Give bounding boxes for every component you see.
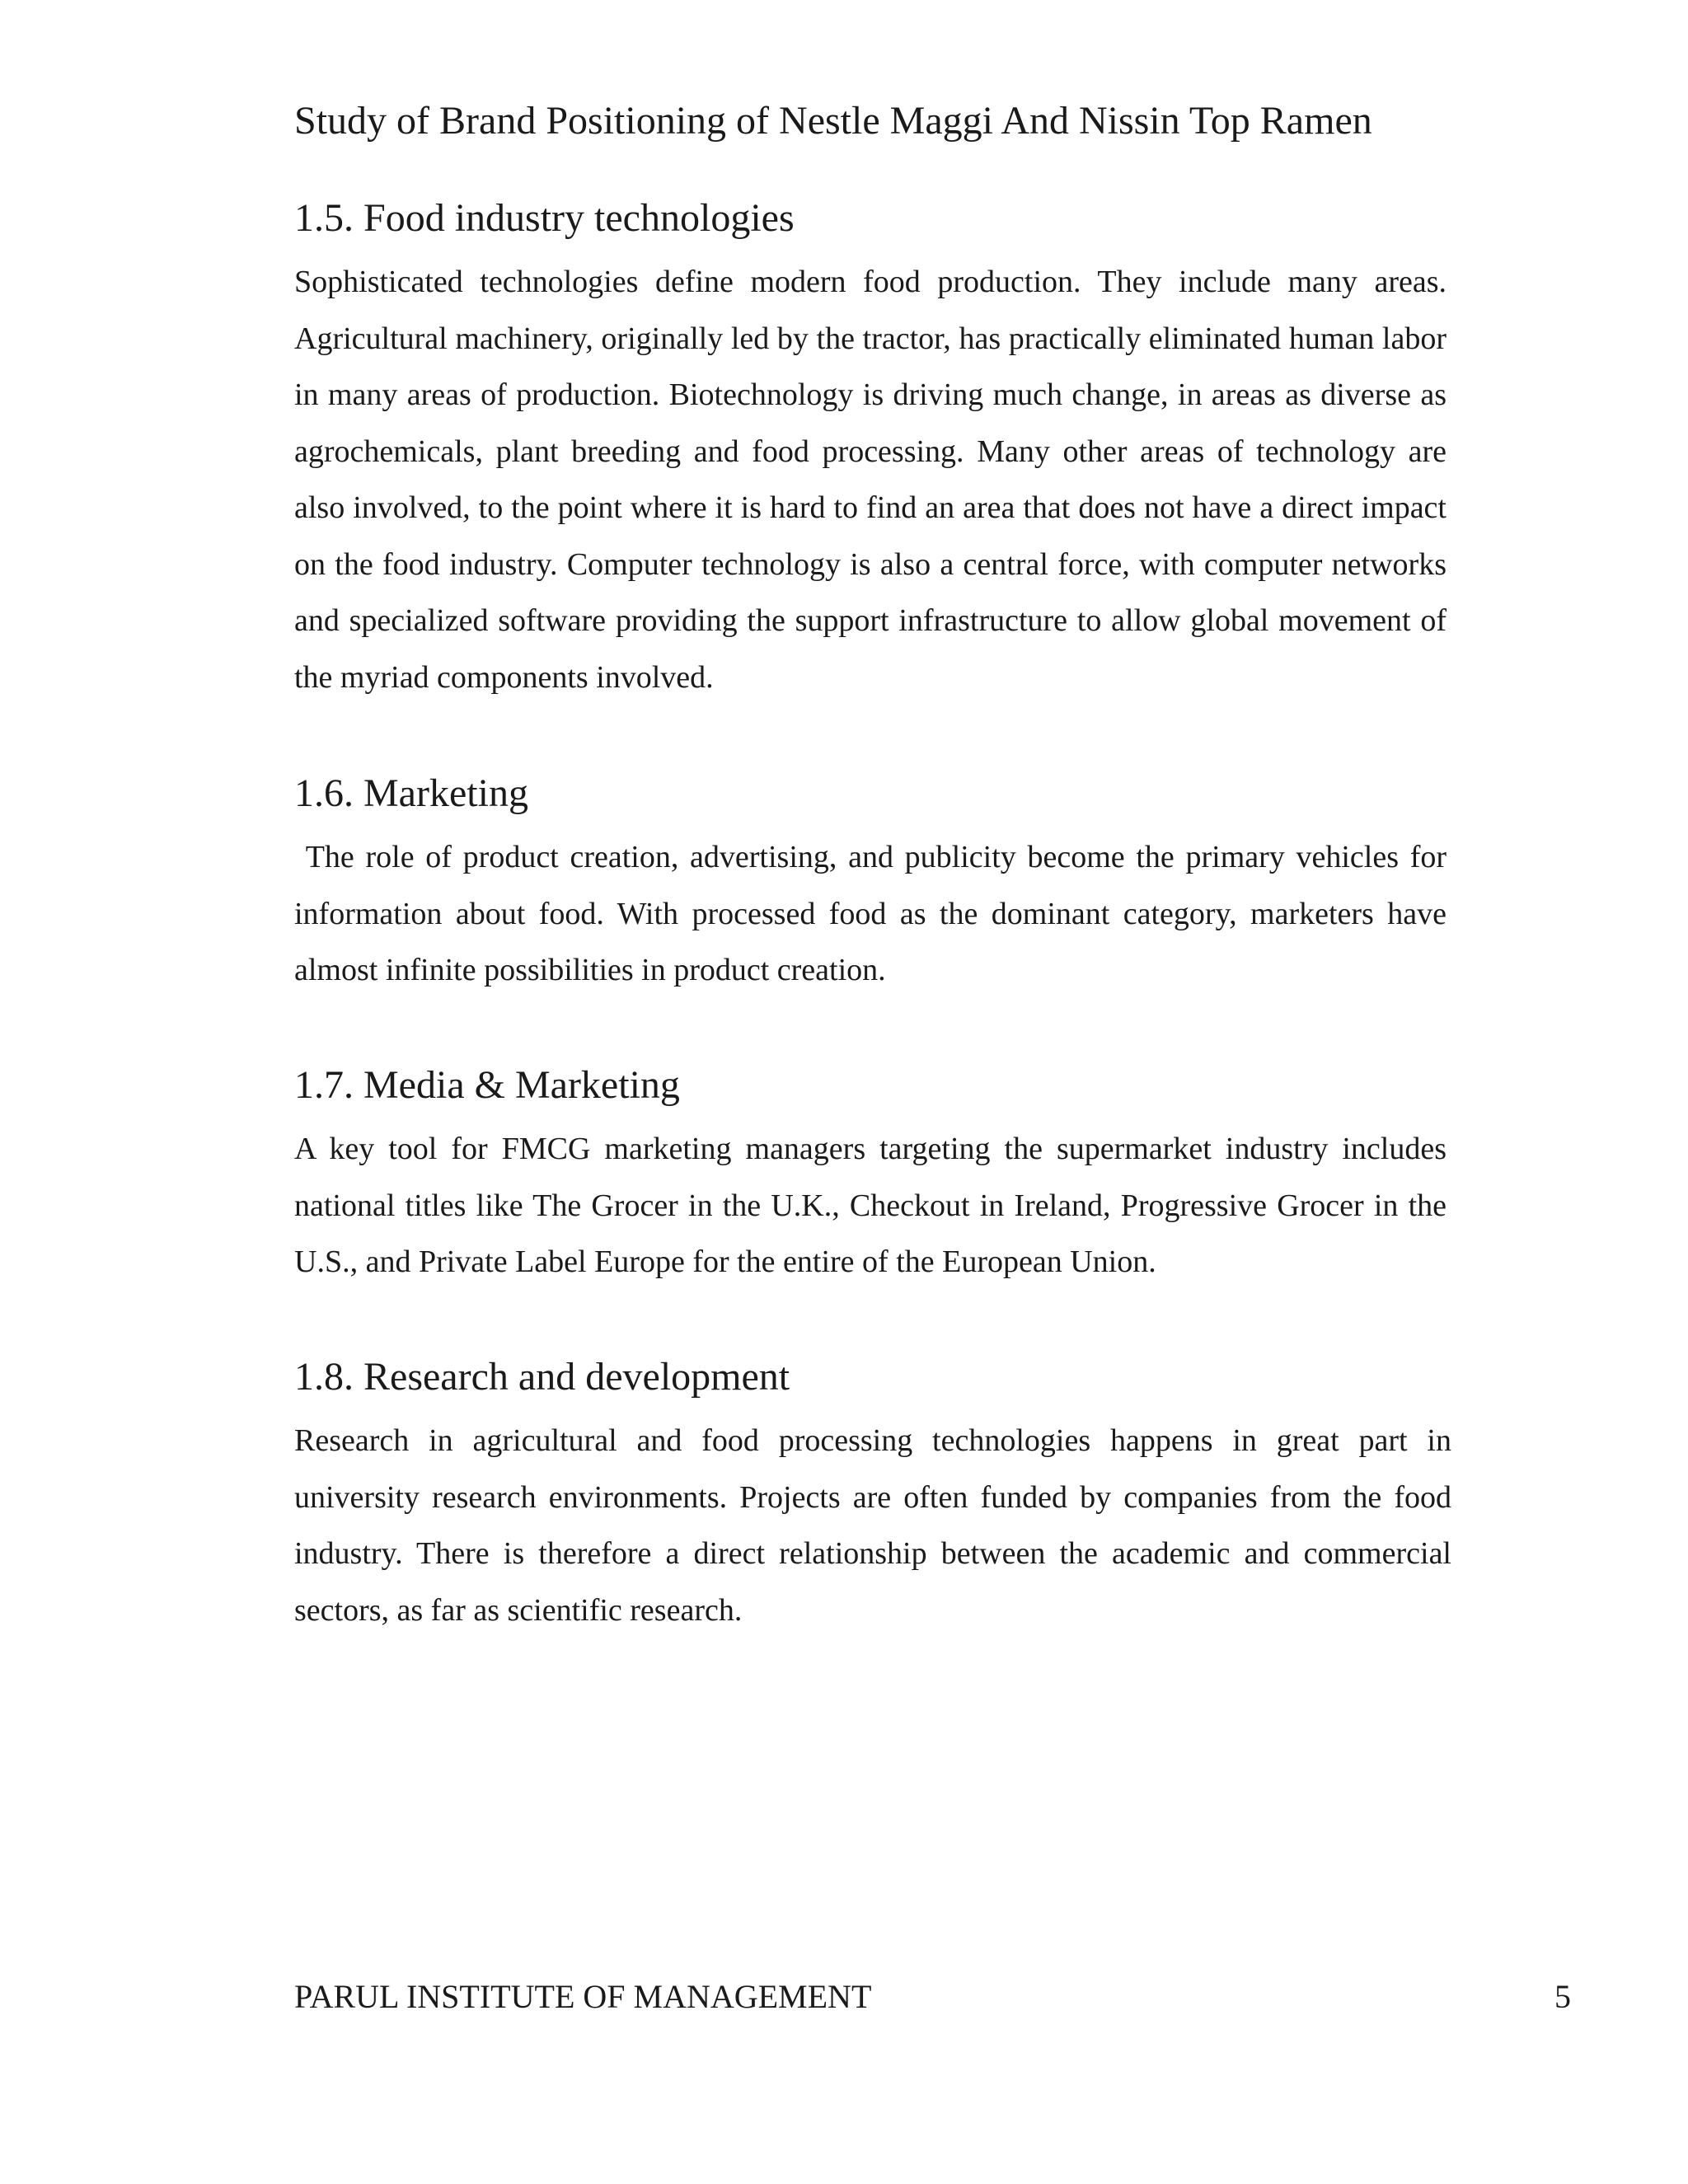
section-heading: 1.7. Media & Marketing — [294, 1063, 680, 1107]
section-heading: 1.5. Food industry technologies — [294, 196, 795, 240]
running-header-title: Study of Brand Positioning of Nestle Maggi And Nissin Top Ramen — [294, 99, 1372, 143]
section-paragraph: The role of product creation, advertising, and publicity become the primary vehicles for information about food. With processed food as the dominant category, marketers have almost infinite possibilities in product creation. — [294, 840, 1455, 987]
footer-institute-name: PARUL INSTITUTE OF MANAGEMENT — [294, 1978, 872, 2015]
section-marketing — [294, 765, 1455, 999]
section-paragraph: Research in agricultural and food processing technologies happens in great part in university research environments. Projects are often funded by companies from the food industry. There is therefore a direct relationship between the academic and commercial sectors, as far as scientific research. — [294, 1423, 1451, 1628]
section-heading: 1.8. Research and development — [294, 1355, 790, 1399]
section-media-and-marketing — [294, 1057, 1447, 1291]
page-number: 5 — [1554, 1978, 1571, 2015]
section-food-industry-technologies — [294, 190, 1447, 705]
section-research-and-development — [294, 1348, 1451, 1638]
section-heading: 1.6. Marketing — [294, 771, 528, 815]
section-paragraph: A key tool for FMCG marketing managers targeting the supermarket industry includes national titles like The Grocer in the U.K., Checkout in Ireland, Progressive Grocer in the U.S., and Private Label Europe for the entire of the European Union. — [294, 1132, 1447, 1279]
section-paragraph: Sophisticated technologies define modern food production. They include many areas. Agricultural machinery, originally led by the tractor, has practically eliminated human labor in many areas of production. Biotechnology is driving much change, in areas as diverse as agrochemicals, plant breeding and food processing. Many other areas of technology are also involved, to the point where it is hard to find an area that does not have a direct impact on the food industry. Computer technology is also a central force, with computer networks and specialized software providing the support infrastructure to allow global movement of the myriad components involved. — [294, 265, 1447, 695]
